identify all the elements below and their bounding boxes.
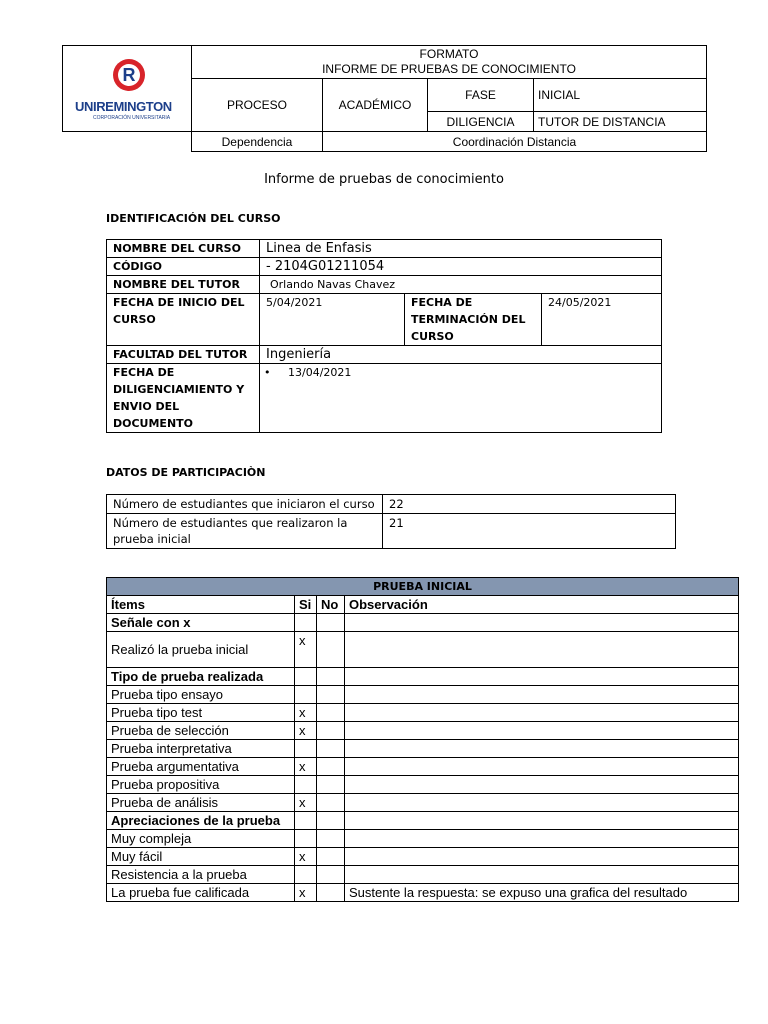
prueba-inicial-table <box>106 577 739 902</box>
table-row <box>107 884 739 902</box>
prueba-title: PRUEBA INICIAL <box>107 578 739 596</box>
fecha-diligenciamiento-label: FECHA DE DILIGENCIAMIENTO Y ENVIO DEL DOCUMENTO <box>107 364 260 433</box>
item-no <box>317 776 345 794</box>
item-si <box>295 686 317 704</box>
tutor-value: Orlando Navas Chavez <box>260 276 662 294</box>
item-obs <box>345 776 739 794</box>
table-row <box>107 632 739 668</box>
item-no <box>317 758 345 776</box>
table-row <box>107 758 739 776</box>
proceso-value: ACADÉMICO <box>323 79 428 132</box>
item-si: x <box>295 758 317 776</box>
participation-table <box>106 494 676 549</box>
table-row <box>107 686 739 704</box>
item-no <box>317 704 345 722</box>
participacion-heading: DATOS DE PARTICIPACIÒN <box>106 466 266 479</box>
item-si: x <box>295 632 317 668</box>
fecha-inicio-value: 5/04/2021 <box>260 294 405 346</box>
item-si <box>295 866 317 884</box>
section-apreciaciones: Apreciaciones de la prueba <box>107 812 295 830</box>
item-no <box>317 866 345 884</box>
item-no <box>317 686 345 704</box>
fase-value: INICIAL <box>534 79 707 112</box>
section-senale: Señale con x <box>107 614 295 632</box>
item-si: x <box>295 722 317 740</box>
participation-value: 22 <box>383 495 676 514</box>
header-title-cell <box>192 46 707 79</box>
bullet-icon: • <box>264 366 271 379</box>
item-obs <box>345 758 739 776</box>
participation-label: Número de estudiantes que iniciaron el curso <box>107 495 383 514</box>
formato-label: FORMATO <box>419 47 479 61</box>
logo-subtext: CORPORACIÓN UNIVERSITARIA <box>93 114 171 121</box>
section-tipo: Tipo de prueba realizada <box>107 668 295 686</box>
item-obs <box>345 740 739 758</box>
table-row <box>107 830 739 848</box>
fecha-diligenciamiento-value: 13/04/2021 <box>288 366 352 379</box>
table-row <box>107 495 676 514</box>
item-obs <box>345 686 739 704</box>
item-label: Prueba de selección <box>107 722 295 740</box>
item-obs <box>345 704 739 722</box>
nombre-curso-label: NOMBRE DEL CURSO <box>107 240 260 258</box>
dependencia-value: Coordinación Distancia <box>323 132 707 152</box>
item-no <box>317 794 345 812</box>
item-obs <box>345 794 739 812</box>
table-row <box>107 722 739 740</box>
item-label: Prueba de análisis <box>107 794 295 812</box>
codigo-label: CÓDIGO <box>107 258 260 276</box>
fecha-inicio-label: FECHA DE INICIO DEL CURSO <box>107 294 260 346</box>
item-obs <box>345 866 739 884</box>
item-label: La prueba fue calificada <box>107 884 295 902</box>
page-title: Informe de pruebas de conocimiento <box>264 172 504 187</box>
codigo-value: - 2104G01211054 <box>260 258 662 276</box>
item-si <box>295 776 317 794</box>
item-no <box>317 740 345 758</box>
item-obs: Sustente la respuesta: se expuso una grafica del resultado <box>345 884 739 902</box>
item-no <box>317 848 345 866</box>
course-identification-table <box>106 239 662 433</box>
fecha-terminacion-label: FECHA DE TERMINACIÓN DEL CURSO <box>405 294 542 346</box>
item-no <box>317 632 345 668</box>
item-no <box>317 884 345 902</box>
facultad-value: Ingeniería <box>260 346 662 364</box>
logo-mark-icon: R <box>113 59 145 91</box>
fase-label: FASE <box>428 79 534 112</box>
item-obs <box>345 830 739 848</box>
item-si: x <box>295 704 317 722</box>
table-row <box>107 740 739 758</box>
table-row <box>107 794 739 812</box>
item-label: Muy compleja <box>107 830 295 848</box>
item-label: Prueba tipo test <box>107 704 295 722</box>
item-si <box>295 830 317 848</box>
fecha-terminacion-value: 24/05/2021 <box>542 294 662 346</box>
table-row <box>107 704 739 722</box>
dependencia-label: Dependencia <box>192 132 323 152</box>
item-label: Realizó la prueba inicial <box>107 632 295 668</box>
document-title: INFORME DE PRUEBAS DE CONOCIMIENTO <box>322 62 576 76</box>
identificacion-heading: IDENTIFICACIÓN DEL CURSO <box>106 212 281 225</box>
facultad-label: FACULTAD DEL TUTOR <box>107 346 260 364</box>
item-si: x <box>295 884 317 902</box>
item-label: Resistencia a la prueba <box>107 866 295 884</box>
item-obs <box>345 848 739 866</box>
table-row <box>107 866 739 884</box>
col-items: Ítems <box>107 596 295 614</box>
logo-cell <box>63 46 192 132</box>
item-si: x <box>295 848 317 866</box>
item-si: x <box>295 794 317 812</box>
item-obs <box>345 632 739 668</box>
item-si <box>295 740 317 758</box>
header-table <box>62 45 707 152</box>
table-row <box>107 514 676 549</box>
item-label: Prueba argumentativa <box>107 758 295 776</box>
item-label: Prueba propositiva <box>107 776 295 794</box>
tutor-label: NOMBRE DEL TUTOR <box>107 276 260 294</box>
col-observacion: Observación <box>345 596 739 614</box>
fecha-diligenciamiento-cell <box>260 364 662 433</box>
proceso-label: PROCESO <box>192 79 323 132</box>
col-si: Si <box>295 596 317 614</box>
item-label: Prueba interpretativa <box>107 740 295 758</box>
logo-text: UNIREMINGTON <box>75 98 172 114</box>
item-obs <box>345 722 739 740</box>
participation-label: Número de estudiantes que realizaron la prueba inicial <box>107 514 383 549</box>
diligencia-label: DILIGENCIA <box>428 112 534 132</box>
nombre-curso-value: Linea de Enfasis <box>260 240 662 258</box>
item-label: Muy fácil <box>107 848 295 866</box>
item-no <box>317 830 345 848</box>
table-row <box>107 848 739 866</box>
col-no: No <box>317 596 345 614</box>
item-label: Prueba tipo ensayo <box>107 686 295 704</box>
table-row <box>107 776 739 794</box>
uniremington-logo <box>63 49 191 129</box>
item-no <box>317 722 345 740</box>
diligencia-value: TUTOR DE DISTANCIA <box>534 112 707 132</box>
participation-value: 21 <box>383 514 676 549</box>
